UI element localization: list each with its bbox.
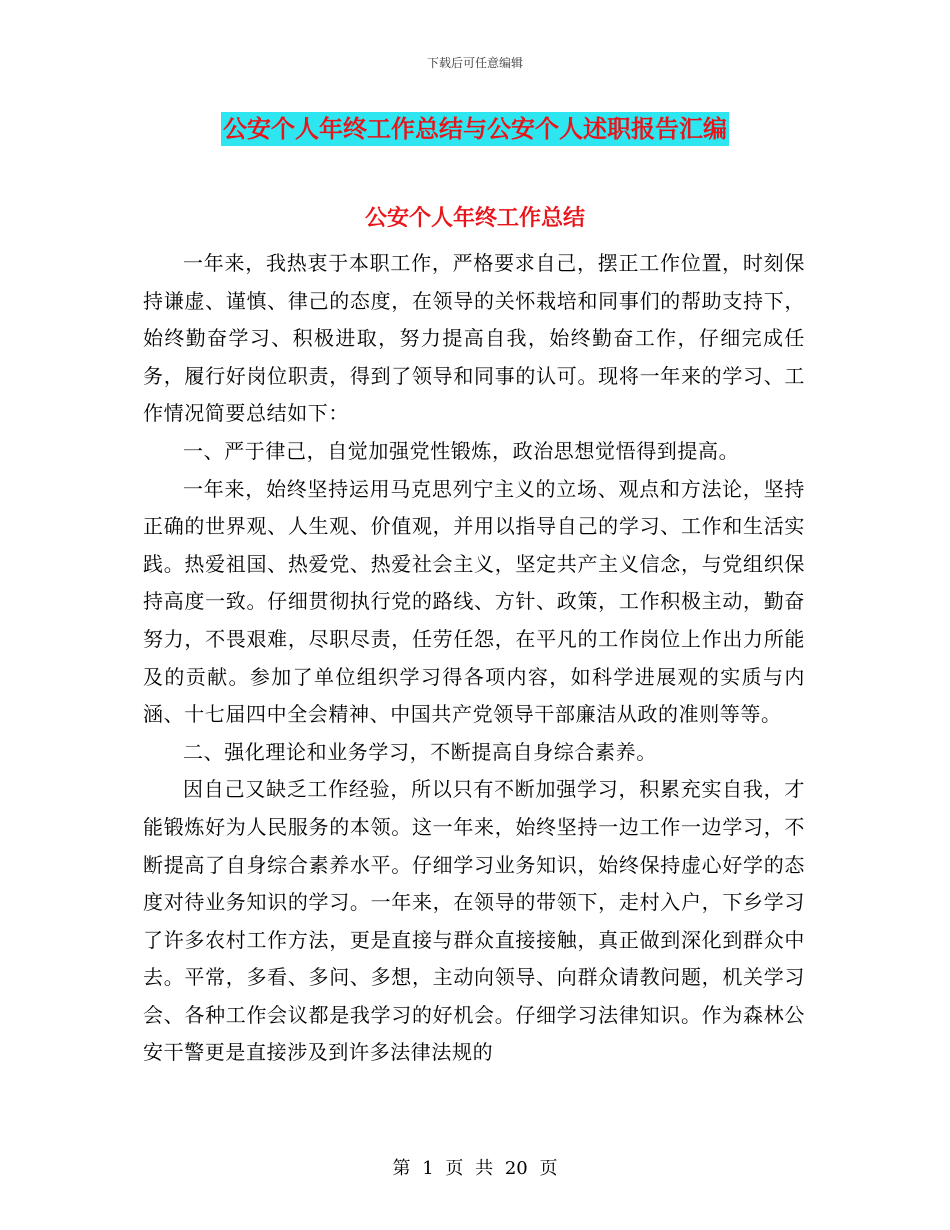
paragraph: 二、强化理论和业务学习，不断提高自身综合素养。 (183, 739, 657, 764)
section-title: 公安个人年终工作总结 (364, 205, 585, 231)
document-title-wrapper (0, 112, 950, 146)
document-body (143, 245, 805, 1072)
document-title: 公安个人年终工作总结与公安个人述职报告汇编 (221, 112, 729, 146)
page-number-footer: 第 1 页 共 20 页 (392, 1158, 558, 1179)
paragraph: 一年来，始终坚持运用马克思列宁主义的立场、观点和方法论，坚持正确的世界观、人生观、价值观，并用以指导自己的学习、工作和生活实践。热爱祖国、热爱党、热爱社会主义，坚定共产主义信念，与党组织保持高度一致。仔细贯彻执行党的路线、方针、政策，工作积极主动，勤奋努力，不畏艰难，尽职尽责，任劳任怨，在平凡的工作岗位上作出力所能及的贡献。参加了单位组织学习得各项内容，如科学进展观的实质与内涵、十七届四中全会精神、中国共产党领导干部廉洁从政的准则等等。 (143, 476, 805, 727)
paragraph: 一、严于律己，自觉加强党性锻炼，政治思想觉悟得到提高。 (183, 438, 740, 463)
paragraph: 一年来，我热衷于本职工作，严格要求自己，摆正工作位置，时刻保持谦虚、谨慎、律己的态度，在领导的关怀栽培和同事们的帮助支持下，始终勤奋学习、积极进取，努力提高自我，始终勤奋工作，仔细完成任务，履行好岗位职责，得到了领导和同事的认可。现将一年来的学习、工作情况简要总结如下： (143, 251, 805, 426)
paragraph: 因自己又缺乏工作经验，所以只有不断加强学习，积累充实自我，才能锻炼好为人民服务的本领。这一年来，始终坚持一边工作一边学习，不断提高了自身综合素养水平。仔细学习业务知识，始终保持虚心好学的态度对待业务知识的学习。一年来，在领导的带领下，走村入户，下乡学习了许多农村工作方法，更是直接与群众直接接触，真正做到深化到群众中去。平常，多看、多问、多想，主动向领导、向群众请教问题，机关学习会、各种工作会议都是我学习的好机会。仔细学习法律知识。作为森林公安干警更是直接涉及到许多法律法规的 (143, 777, 805, 1065)
header-note: 下载后可任意编辑 (426, 56, 523, 70)
